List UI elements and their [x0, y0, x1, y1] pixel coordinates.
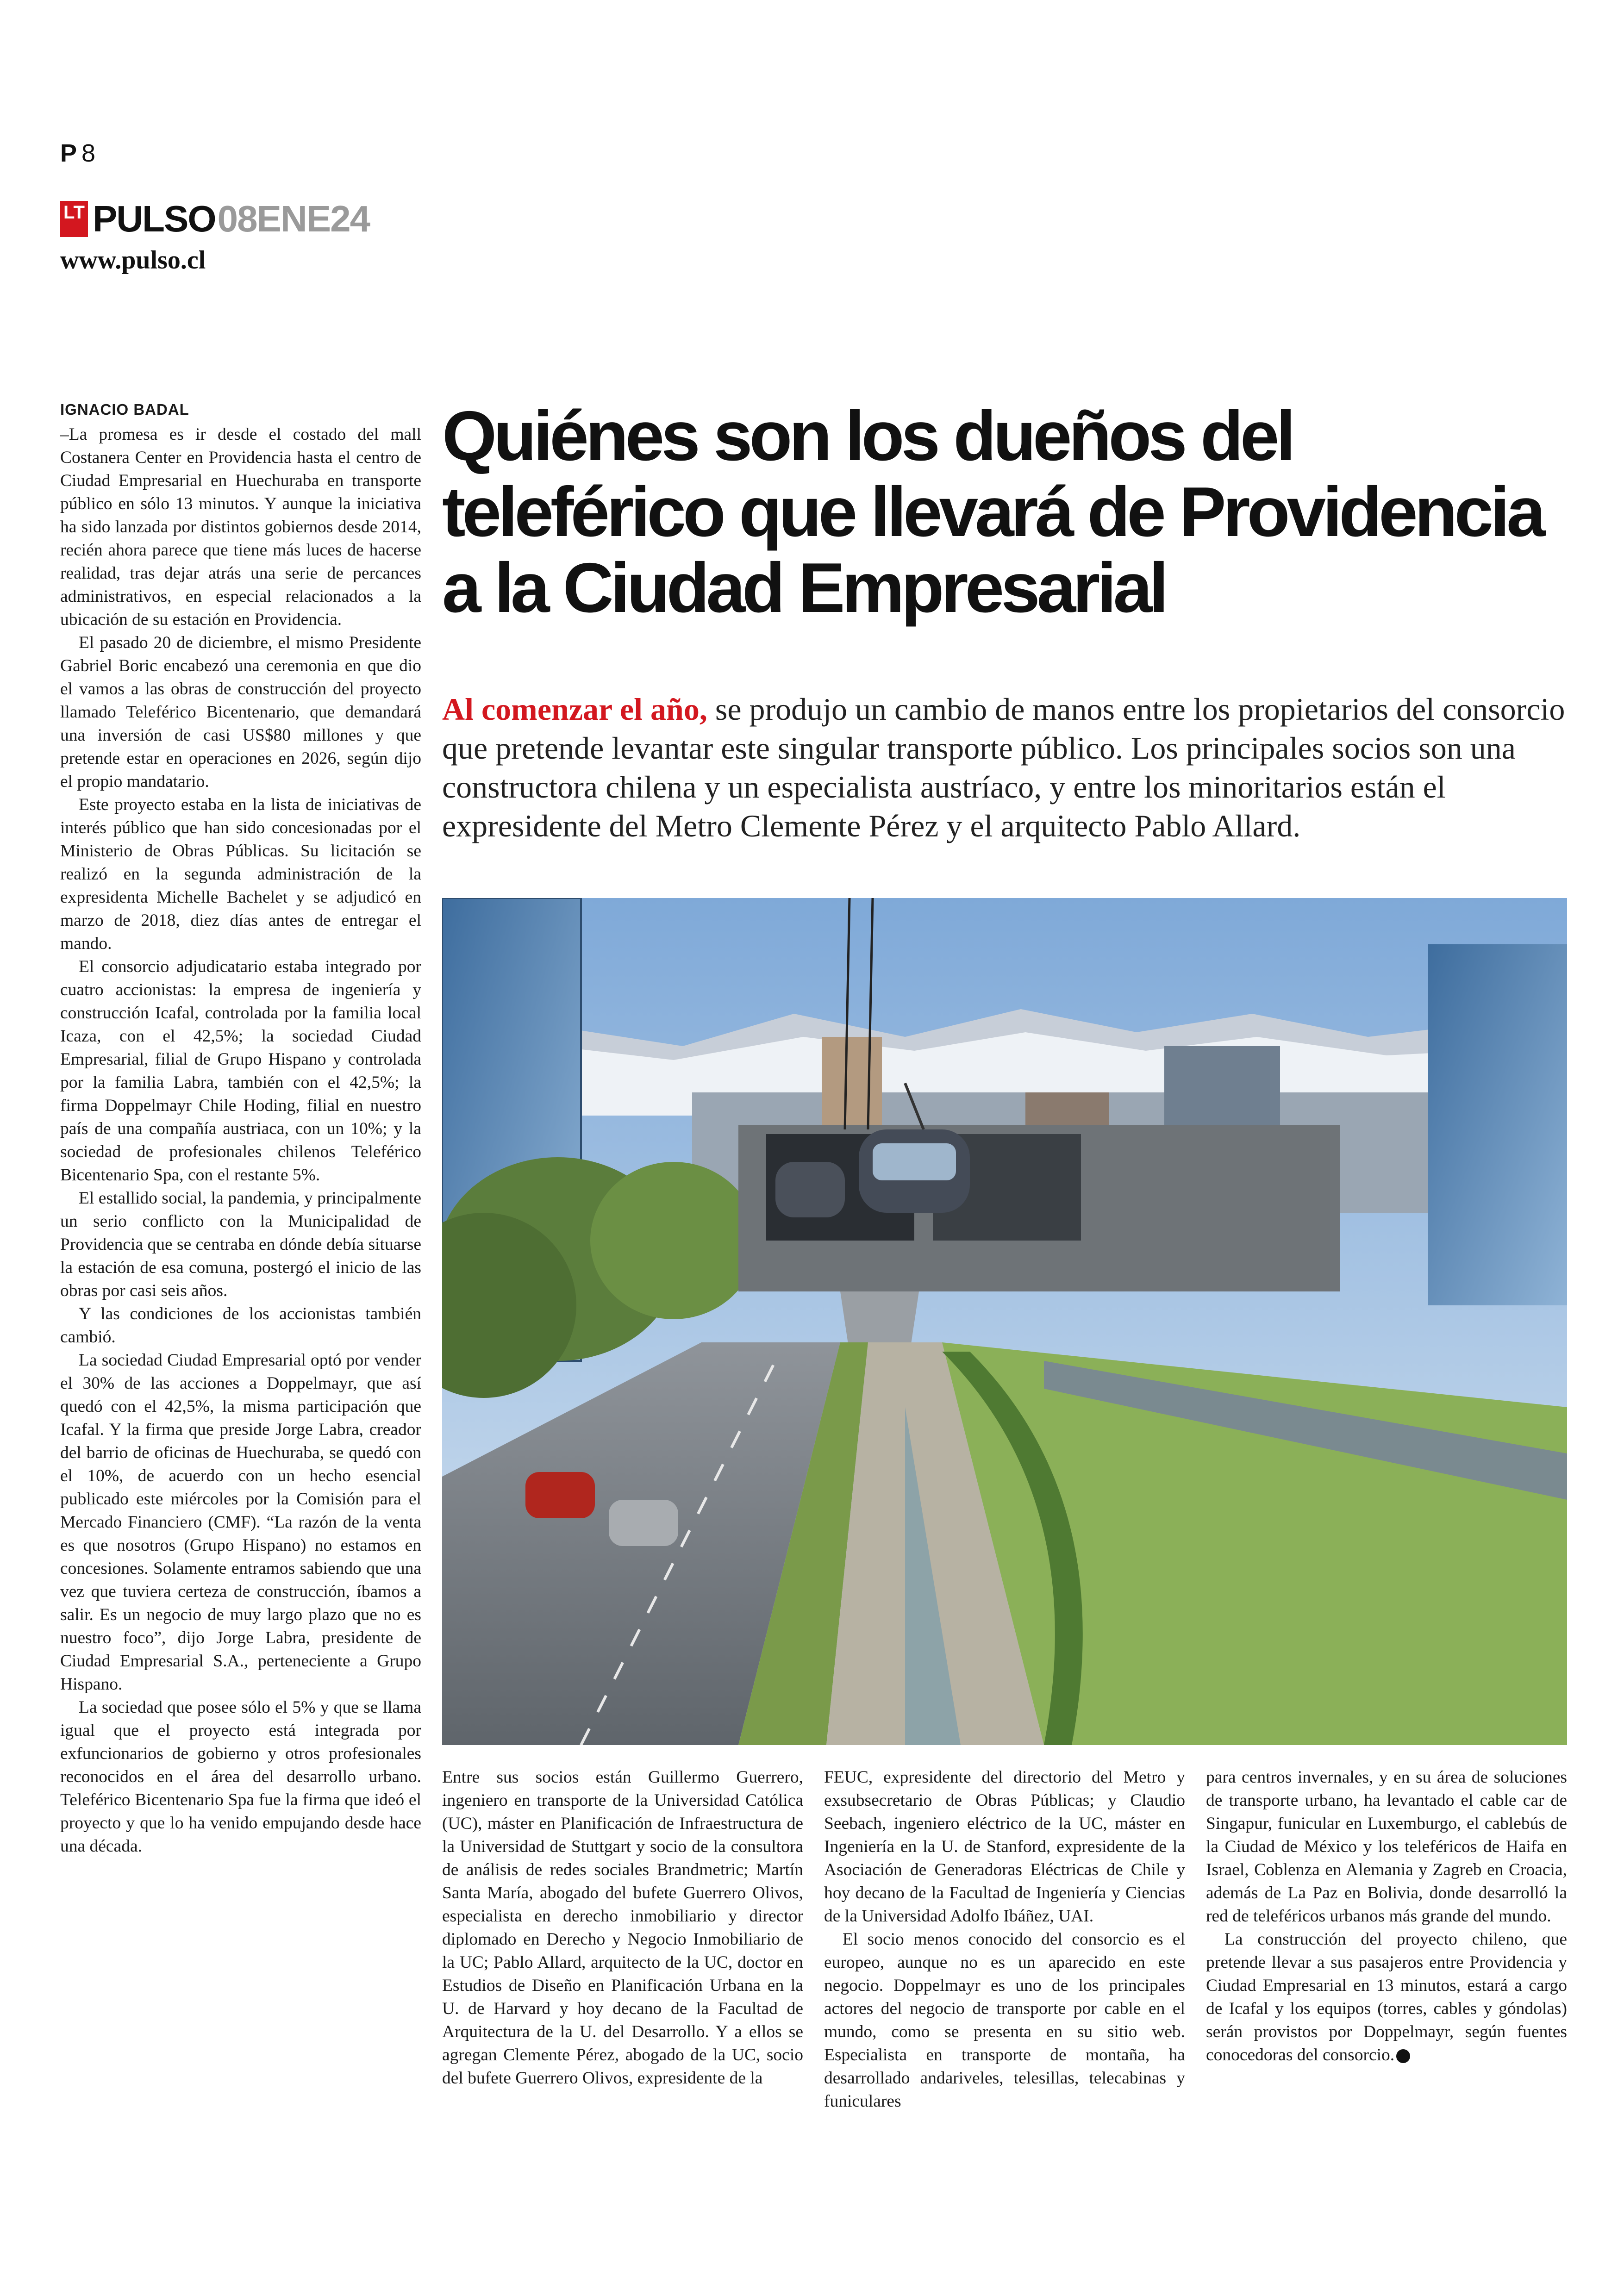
- pulso-p-end-icon: P: [1396, 2049, 1410, 2063]
- byline: IGNACIO BADAL: [60, 401, 189, 418]
- lede: [442, 690, 1567, 845]
- left-column: [60, 398, 421, 1858]
- body-paragraph: Este proyecto estaba en la lista de iniciativas de interés público que han sido concesionadas por el Ministerio de Obras Públicas. Su licitación se realizó en la segunda administración de la expresidenta Michelle Bachelet y se adjudicó en marzo de 2018, diez días antes de entregar el mando.: [60, 795, 421, 953]
- masthead: [60, 199, 369, 239]
- body-paragraph: La sociedad que posee sólo el 5% y que se llama igual que el proyecto está integrada por exfuncionarios de gobierno y otros profesionales reconocidos en el área del desarrollo urbano. Teleférico Bicentenario Spa fue la firma que ideó el proyecto y que lo ha venido empujando desde hace una década.: [60, 1698, 421, 1856]
- closing-text: La construcción del proyecto chileno, que pretende llevar a sus pasajeros entre Providencia y Ciudad Empresarial en 13 minutos, estará a cargo de Icafal y los equipos (torres, cables y góndolas) serán provistos por Doppelmayr, según fuentes conocedoras del consorcio.: [1206, 1930, 1567, 2064]
- body-paragraph: El pasado 20 de diciembre, el mismo Presidente Gabriel Boric encabezó una ceremonia en que dio el vamos a las obras de construcción del proyecto llamado Teleférico Bicentenario, que demandará una inversión de casi US$80 millones y que pretende estar en operaciones en 2026, según dijo el propio mandatario.: [60, 633, 421, 791]
- lede-lead: Al comenzar el año,: [442, 692, 707, 727]
- body-paragraph: El socio menos conocido del consorcio es el europeo, aunque no es un aparecido en este negocio. Doppelmayr es uno de los principales actores del negocio de transporte por cable en el mundo, como se presenta en su sitio web. Especialista en transporte de montaña, ha desarrollado andariveles, telesillas, telecabinas y funiculares: [824, 1930, 1185, 2111]
- section-letter: P: [60, 139, 77, 167]
- issue-date: 08ENE24: [217, 198, 370, 239]
- lt-logo-text: LT: [63, 202, 85, 223]
- body-column-3: [824, 1766, 1185, 2113]
- cable-car-photo: [442, 898, 1567, 1745]
- body-column-2: [442, 1766, 803, 2090]
- page-number: [60, 139, 95, 168]
- body-paragraph: La sociedad Ciudad Empresarial optó por vender el 30% de las acciones a Doppelmayr, que así quedó con el 42,5%, la misma participación que Icafal. Y la firma que preside Jorge Labra, creador del barrio de oficinas de Huechuraba, se quedó con el 10%, de acuerdo con un hecho esencial publicado este miércoles por la Comisión para el Mercado Financiero (CMF). “La razón de la venta es que nosotros (Grupo Hispano) no estamos en concesiones. Solamente entramos sabiendo que una vez que tuviera certeza de construcción, íbamos a salir. Es un negocio de muy largo plazo que no es nuestro foco”, dijo Jorge Labra, presidente de Ciudad Empresarial S.A., perteneciente a Grupo Hispano.: [60, 1351, 421, 1694]
- body-paragraph: Y las condiciones de los accionistas también cambió.: [60, 1304, 421, 1347]
- page-number-value: 8: [81, 139, 96, 167]
- body-paragraph: [1206, 1928, 1567, 2067]
- body-paragraph: FEUC, expresidente del directorio del Metro y exsubsecretario de Obras Públicas; y Claudio Seebach, ingeniero eléctrico de la UC, máster en Ingeniería en la U. de Stanford, expresidente de la Asociación de Generadoras Eléctricas de Chile y hoy decano de la Facultad de Ingeniería y Ciencias de la Universidad Adolfo Ibáñez, UAI.: [824, 1768, 1185, 1926]
- la-tercera-logo-icon: [60, 201, 88, 237]
- body-column-4: [1206, 1766, 1567, 2067]
- body-paragraph: para centros invernales, y en su área de soluciones de transporte urbano, ha levantado el cable car de Singapur, funicular en Luxemburgo, el cablebús de la Ciudad de México y los teleféricos de Haifa en Israel, Coblenza en Alemania y Zagreb en Croacia, además de La Paz en Bolivia, donde desarrolló la red de teleféricos urbanos más grande del mundo.: [1206, 1768, 1567, 1926]
- brand-name: PULSO: [93, 198, 216, 239]
- body-paragraph: El estallido social, la pandemia, y principalmente un serio conflicto con la Municipalidad de Providencia que se centraba en dónde debía situarse la estación de esa comuna, postergó el inicio de las obras por casi seis años.: [60, 1189, 421, 1300]
- website-link[interactable]: www.pulso.cl: [60, 246, 206, 274]
- lede-text: se produjo un cambio de manos entre los propietarios del consorcio que pretende levantar este singular transporte público. Los principales socios son una constructora chilena y un especialista austríaco, y entre los minoritarios están el expresidente del Metro Clemente Pérez y el arquitecto Pablo Allard.: [442, 692, 1565, 843]
- body-paragraph: –La promesa es ir desde el costado del mall Costanera Center en Providencia hasta el centro de Ciudad Empresarial en Huechuraba en transporte público en sólo 13 minutos. Y aunque la iniciativa ha sido lanzada por distintos gobiernos desde 2014, recién ahora parece que tiene más luces de hacerse realidad, tras dejar atrás una serie de percances administrativos, en especial relacionados a la ubicación de su estación en Providencia.: [60, 425, 421, 629]
- body-paragraph: Entre sus socios están Guillermo Guerrero, ingeniero en transporte de la Universidad Católica (UC), máster en Planificación de Infraestructura de la Universidad de Stuttgart y socio de la consultora de análisis de redes sociales Brandmetric; Martín Santa María, abogado del bufete Guerrero Olivos, especialista en derecho inmobiliario y director diplomado en Derecho y Negocio Inmobiliario de la UC; Pablo Allard, arquitecto de la UC, doctor en Estudios de Diseño en Planificación Urbana en la U. de Harvard y hoy decano de la Facultad de Arquitectura de la U. del Desarrollo. Y a ellos se agregan Clemente Pérez, abogado de la UC, socio del bufete Guerrero Olivos, expresidente de la: [442, 1768, 803, 2088]
- headline: Quiénes son los dueños del teleférico que llevará de Providencia a la Ciudad Empresarial: [442, 397, 1543, 627]
- body-paragraph: El consorcio adjudicatario estaba integrado por cuatro accionistas: la empresa de ingeniería y construcción Icafal, controlada por la familia local Icaza, con el 42,5%; la sociedad Ciudad Empresarial, filial de Grupo Hispano y controlada por la familia Labra, también con el 42,5%; la firma Doppelmayr Chile Hoding, filial en nuestro país de una compañía austriaca, con un 10%; y la sociedad de profesionales chilenos Teleférico Bicentenario Spa, con el restante 5%.: [60, 957, 421, 1185]
